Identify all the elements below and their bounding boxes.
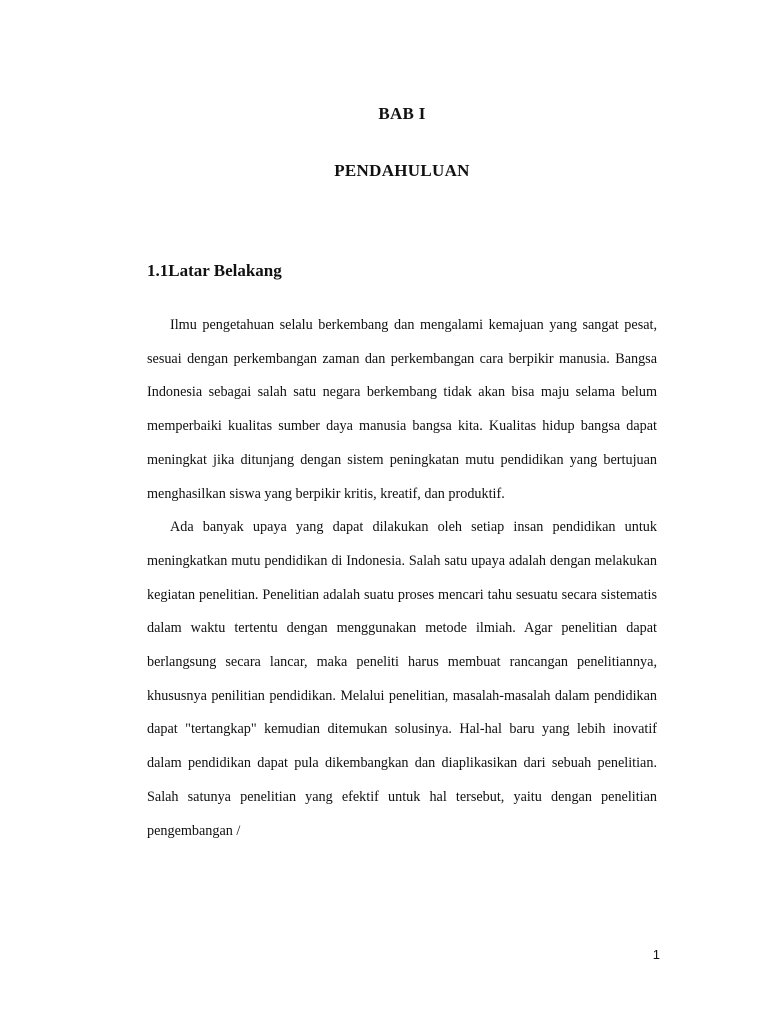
page-number: 1 [652,947,660,962]
section-heading: 1.1Latar Belakang [147,261,282,280]
chapter-number: BAB I [378,104,426,123]
paragraph: Ilmu pengetahuan selalu berkembang dan mengalami kemajuan yang sangat pesat, sesuai dengan perkembangan zaman dan perkembangan cara berpikir manusia. Bangsa Indonesia sebagai salah satu negara berkembang tidak akan bisa maju selama belum memperbaiki kualitas sumber daya manusia bangsa kita. Kualitas hidup bangsa dapat meningkat jika ditunjang dengan sistem peningkatan mutu pendidikan yang bertujuan menghasilkan siswa yang berpikir kritis, kreatif, dan produktif. [147,317,657,502]
chapter-title: PENDAHULUAN [334,161,470,180]
body-text [147,309,657,848]
paragraph: Ada banyak upaya yang dapat dilakukan oleh setiap insan pendidikan untuk meningkatkan mutu pendidikan di Indonesia. Salah satu upaya adalah dengan melakukan kegiatan penelitian. Penelitian adalah suatu proses mencari tahu sesuatu secara sistematis dalam waktu tertentu dengan menggunakan metode ilmiah. Agar penelitian dapat berlangsung secara lancar, maka peneliti harus membuat rancangan penelitiannya, khususnya penilitian pendidikan. Melalui penelitian, masalah-masalah dalam pendidikan dapat "tertangkap" kemudian ditemukan solusinya. Hal-hal baru yang lebih inovatif dalam pendidikan dapat pula dikembangkan dan diaplikasikan dari sebuah penelitian. Salah satunya penelitian yang efektif untuk hal tersebut, yaitu dengan penelitian pengembangan / [147,519,657,839]
